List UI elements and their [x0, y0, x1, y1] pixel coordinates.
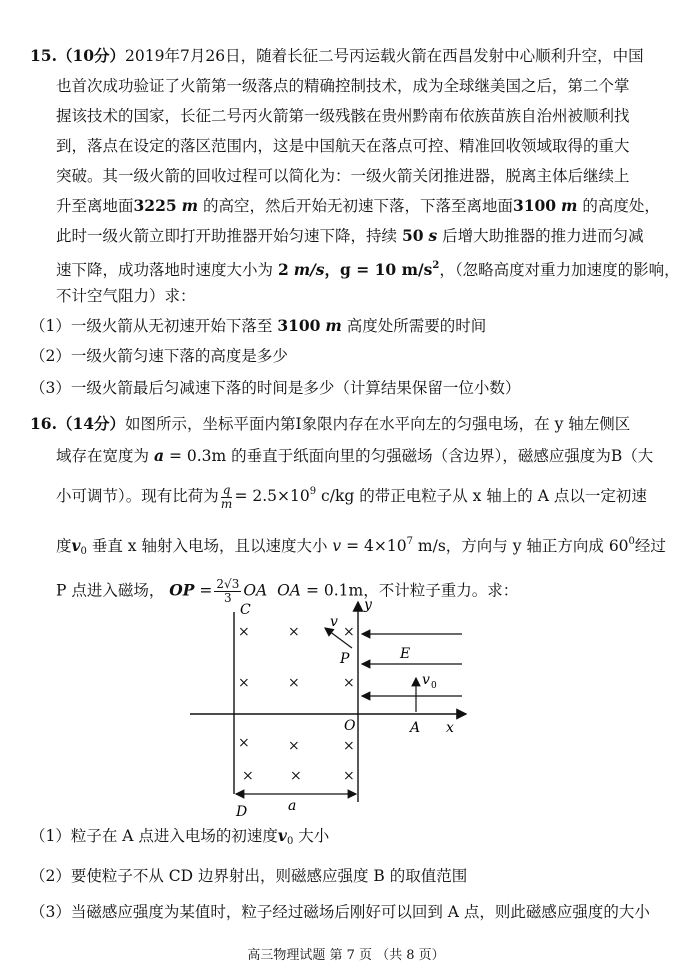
q16-subquestion-2: （2）要使粒子不从 CD 边界射出，则磁感应强度 B 的取值范围: [30, 867, 468, 885]
cross-mark: ×: [343, 624, 355, 640]
q15-subquestion-1: （1）一级火箭从无初速开始下落至 3100 m 高度处所需要的时间: [30, 316, 487, 335]
q16-line-3: 小可调节）。现有比荷为 $\frac{q}{m}$ = $2.5\times 10^9$ c/kg 的带正电粒子从 x 轴上的 A 点以一定初速: [56, 482, 647, 511]
q16-line-4: 度$v_0$ 垂直 x 轴射入电场，且以速度大小 $v = 4\times 10^7$ m/s，方向与 y 轴正方向成 $60^0$经过: [56, 536, 666, 557]
q15-line-6: 升至离地面3225 m 的高空，然后开始无初速下落，下落至离地面3100 m 的高度处，: [56, 196, 660, 215]
q16-subquestion-3: （3）当磁感应强度为某值时，粒子经过磁场后刚好可以回到 A 点，则此磁感应强度的大小: [30, 903, 650, 921]
q16-header: 16.（14分）: [30, 414, 126, 433]
q15-line-3: 握该技术的国家，长征二号丙火箭第一级残骸在贵州黔南布依族苗族自治州被顺利找: [56, 107, 630, 125]
cross-mark: ×: [343, 768, 355, 784]
cross-mark: ×: [290, 768, 302, 784]
label-v0: v: [422, 672, 430, 688]
cross-mark: ×: [238, 624, 250, 640]
q15-line-2: 也首次成功验证了火箭第一级落点的精确控制技术，成为全球继美国之后，第二个掌: [56, 77, 630, 95]
label-v0-subscript: 0: [431, 681, 437, 691]
cross-mark: ×: [343, 675, 355, 691]
cross-mark: ×: [288, 675, 300, 691]
cross-mark: ×: [238, 735, 250, 751]
q15-subquestion-3: （3）一级火箭最后匀减速下落的时间是多少（计算结果保留一位小数）: [30, 379, 521, 397]
q16-line-5: P 点进入磁场， OP = $\frac{2√3}{3}$ OA OA = 0.1m，不计粒子重力。求：: [56, 577, 519, 605]
q16-line-2: 域存在宽度为 a = 0.3m 的垂直于纸面向里的匀强磁场（含边界），磁感应强度为B（大: [56, 446, 654, 465]
label-v: v: [330, 614, 338, 630]
q15-subquestion-2: （2）一级火箭匀速下落的高度是多少: [30, 347, 288, 365]
q15-line-5: 突破。其一级火箭的回收过程可以简化为：一级火箭关闭推进器，脱离主体后继续上: [56, 167, 630, 185]
label-C: C: [240, 602, 251, 618]
label-E: E: [400, 646, 411, 662]
q15-line-9: 不计空气阻力）求：: [56, 287, 196, 305]
charge-mass-ratio-fraction: $\frac{q}{m}$: [220, 482, 233, 511]
q16-subquestion-1: （1）粒子在 A 点进入电场的初速度$v_0$ 大小: [30, 826, 330, 847]
magnetic-field-crosses: [238, 624, 355, 784]
label-P: P: [340, 651, 350, 667]
label-a: a: [288, 798, 297, 814]
q15-line-1: [30, 46, 644, 66]
cross-mark: ×: [343, 738, 355, 754]
cross-mark: ×: [288, 738, 300, 754]
q16-line-1: 16.（14分）如图所示，坐标平面内第Ⅰ象限内存在水平向左的匀强电场，在 y 轴左侧区: [30, 414, 631, 433]
op-ratio-fraction: $\frac{2√3}{3}$: [216, 577, 240, 605]
q15-text: 2019年7月26日，随着长征二号丙运载火箭在西昌发射中心顺利升空，中国: [125, 47, 644, 65]
cross-mark: ×: [288, 624, 300, 640]
q15-header: 15.（10分）: [30, 46, 126, 65]
cross-mark: ×: [238, 675, 250, 691]
label-A: A: [410, 720, 421, 736]
label-O: O: [344, 718, 356, 734]
q15-line-7: 此时一级火箭立即打开助推器开始匀速下降，持续 50 s 后增大助推器的推力进而匀减: [56, 226, 644, 245]
page-footer: 高三物理试题 第 7 页 （共 8 页）: [247, 948, 445, 963]
label-D: D: [236, 804, 248, 820]
q15-line-8: 速下降，成功落地时速度大小为 2 m/s，g = 10 $m/s^2$，（忽略高度对重力加速度的影响，: [56, 260, 680, 279]
field-diagram: [180, 592, 470, 820]
label-y: y: [364, 597, 372, 613]
q15-line-4: 到，落点在设定的落区范围内，这是中国航天在落点可控、精准回收领域取得的重大: [56, 137, 630, 155]
label-x: x: [446, 720, 454, 736]
cross-mark: ×: [242, 768, 254, 784]
